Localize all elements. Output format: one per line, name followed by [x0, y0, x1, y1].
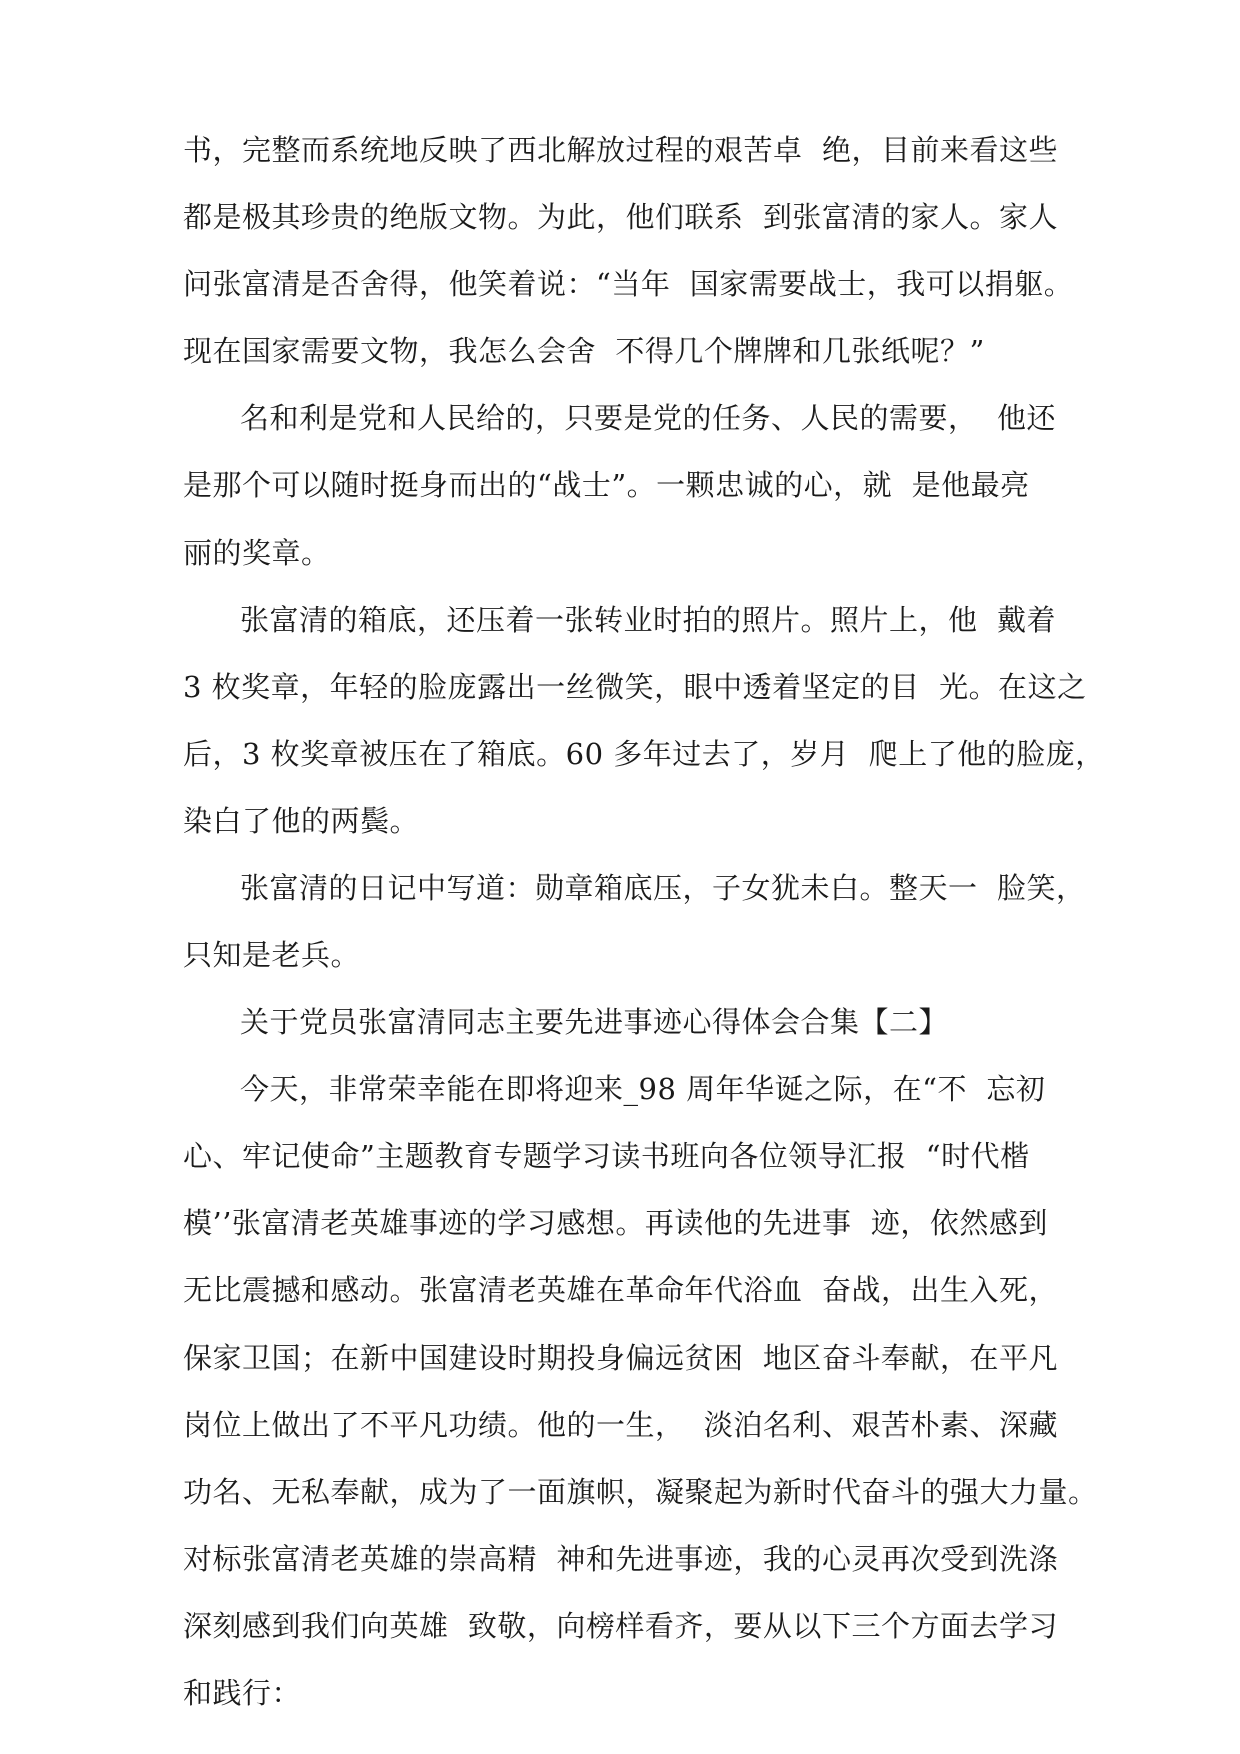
paragraph-first-line: 名和利是党和人民给的，只要是党的任务、人民的需要， 他还 [240, 401, 1056, 435]
text-line: 对标张富清老英雄的崇高精 神和先进事迹，我的心灵再次受到洗涤 [183, 1542, 1058, 1576]
text-line: 和践行： [183, 1676, 302, 1710]
paragraph-first-line: 今天，非常荣幸能在即将迎来_98 周年华诞之际，在“不 忘初 [240, 1072, 1046, 1106]
text-line: 是那个可以随时挺身而出的“战士”。一颗忠诚的心，就 是他最亮 [183, 468, 1030, 502]
text-line: 无比震撼和感动。张富清老英雄在革命年代浴血 奋战，出生入死， [183, 1273, 1058, 1307]
text-line: 模’’张富清老英雄事迹的学习感想。再读他的先进事 迹，依然感到 [183, 1206, 1048, 1240]
text-line: 书，完整而系统地反映了西北解放过程的艰苦卓 绝，目前来看这些 [183, 133, 1058, 167]
section-heading: 关于党员张富清同志主要先进事迹心得体会合集【二】 [240, 1005, 949, 1039]
text-line: 现在国家需要文物，我怎么会舍 不得几个牌牌和几张纸呢？” [183, 334, 985, 368]
text-line: 后，3 枚奖章被压在了箱底。60 多年过去了，岁月 爬上了他的脸庞， [183, 737, 1105, 771]
paragraph-first-line: 张富清的箱底，还压着一张转业时拍的照片。照片上，他 戴着 [240, 603, 1056, 637]
text-line: 3 枚奖章，年轻的脸庞露出一丝微笑，眼中透着坚定的目 光。在这之 [183, 670, 1087, 704]
text-line: 染白了他的两鬓。 [183, 804, 420, 838]
text-line: 只知是老兵。 [183, 938, 361, 972]
text-line: 深刻感到我们向英雄 致敬，向榜样看齐，要从以下三个方面去学习 [183, 1609, 1058, 1643]
text-line: 问张富清是否舍得，他笑着说：“当年 国家需要战士，我可以捐躯。 [183, 267, 1074, 301]
text-line: 岗位上做出了不平凡功绩。他的一生， 淡泊名利、艰苦朴素、深藏 [183, 1408, 1058, 1442]
text-line: 保家卫国；在新中国建设时期投身偏远贫困 地区奋斗奉献，在平凡 [183, 1341, 1058, 1375]
text-line: 心、牢记使命”主题教育专题学习读书班向各位领导汇报 “时代楷 [183, 1139, 1030, 1173]
text-line: 都是极其珍贵的绝版文物。为此，他们联系 到张富清的家人。家人 [183, 200, 1058, 234]
text-line: 丽的奖章。 [183, 536, 331, 570]
text-line: 功名、无私奉献，成为了一面旗帜，凝聚起为新时代奋斗的强大力量。 [183, 1475, 1098, 1509]
paragraph-first-line: 张富清的日记中写道：勋章箱底压，子女犹未白。整天一 脸笑， [240, 871, 1086, 905]
